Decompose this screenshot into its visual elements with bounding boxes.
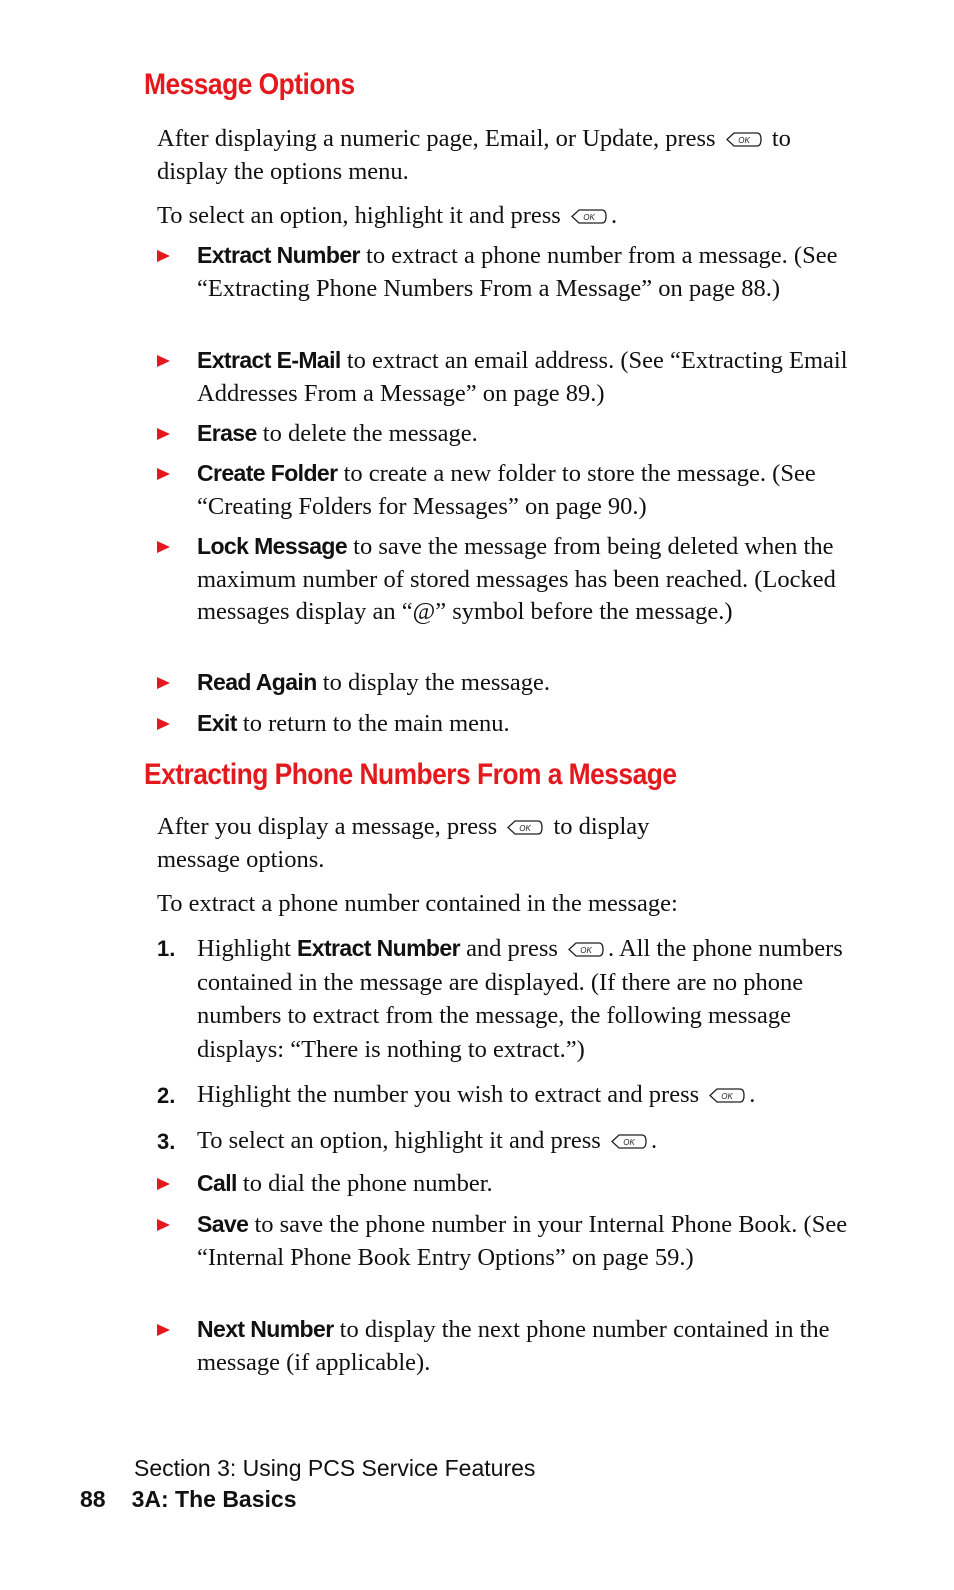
extract-intro-paragraph: After you display a message, press OK to display message options.: [157, 813, 650, 873]
ok-key-icon: [570, 208, 608, 225]
bullet-arrow-icon: [157, 541, 170, 553]
svg-text:OK: OK: [721, 1092, 734, 1101]
svg-text:OK: OK: [583, 213, 595, 222]
svg-text:OK: OK: [623, 1138, 635, 1147]
extract-lead-paragraph: To extract a phone number contained in the message:: [157, 890, 678, 917]
select-instruction: To select an option, highlight it and press OK .: [157, 202, 618, 229]
chapter-title: 3A: The Basics: [131, 1486, 297, 1512]
ok-key-icon: [506, 819, 544, 836]
bullet-arrow-icon: [157, 250, 170, 262]
section-heading-message-options: Message Options: [144, 68, 355, 101]
svg-text:OK: OK: [580, 946, 592, 955]
svg-text:OK: OK: [737, 136, 750, 145]
footer-section-title: Section 3: Using PCS Service Features: [134, 1455, 536, 1481]
section-heading-extracting-phone-numbers: Extracting Phone Numbers From a Message: [144, 758, 677, 791]
intro-paragraph: After displaying a numeric page, Email, or Update, press OK to display the options menu.: [157, 125, 791, 185]
bullet-arrow-icon: [157, 1324, 170, 1336]
bullet-arrow-icon: [157, 677, 170, 689]
ok-key-icon: [610, 1133, 648, 1150]
ok-key-icon: [708, 1087, 746, 1104]
bullet-arrow-icon: [157, 355, 170, 367]
bullet-arrow-icon: [157, 1219, 170, 1231]
svg-text:OK: OK: [519, 824, 532, 833]
ok-key-icon: [567, 941, 605, 958]
bullet-arrow-icon: [157, 468, 170, 480]
footer-page-info: [80, 1486, 297, 1513]
page-number: 88: [80, 1486, 106, 1512]
bullet-arrow-icon: [157, 1178, 170, 1190]
bullet-arrow-icon: [157, 428, 170, 440]
bullet-arrow-icon: [157, 718, 170, 730]
manual-page: Message Options After displaying a numeric page, Email, or Update, press OK to display the options menu. To select an option, highlight it and press OK . Extract Number to extract a phone number from a message. (See “Extracting Phone Numbers From a Message” on page 88.) Extract E-Mail to extract an email address. (See “Extracting Email Addresses From a Message” on page 89.) Erase to delete the message. Create Folder to create a new folder to store the message. (See “Creating Folders for Messages” on page 90.) Lock Message to save the message from being deleted when the maximum number of stored messages has been reached. (Locked messages display an “@” symbol before the message.) Read Again to display the message. Exit to return to the main menu. Extracting Phone Numbers From a Message After you display a message, press OK to display message options. To extract a phone number contained in the message: 1. Highlight Extract Number and press OK . All the phone numbers contained in the message are displayed. (If there are no phone numbers to extract from the message, the following message displays: “There is nothing to extract.”) 2. Highlight the number you wish to extract and press OK . 3. To select an option, highlight it and press OK . Call to dial the phone number. Save to save the phone number in your Internal Phone Book. (See “Internal Phone Book Entry Options” on page 59.) Next Number to display the next phone number contained in the message (if applicable). Section 3: Using PCS Service Features 88 3A: The Basics: [0, 0, 954, 1590]
ok-key-icon: [725, 131, 763, 148]
